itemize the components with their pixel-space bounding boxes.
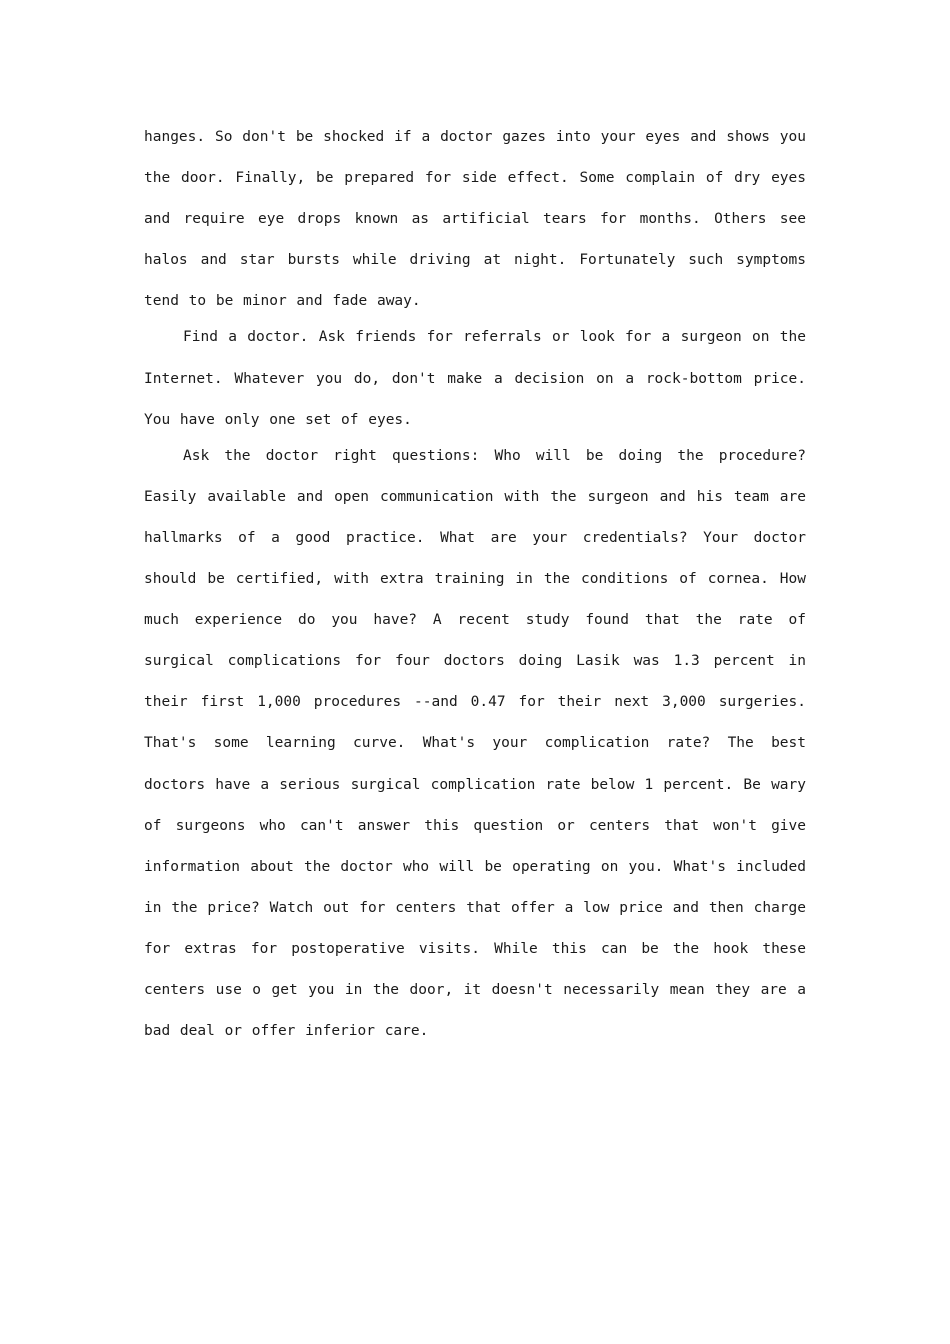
paragraph-side-effects: hanges. So don't be shocked if a doctor gazes into your eyes and shows you the door. Finally, be prepared for side effect. Some complain of dry eyes and require eye drops known as artificial tears for months. Others see halos and star bursts while driving at night. Fortunately such symptoms tend to be minor and fade away. [144, 129, 806, 310]
paragraph-ask-questions: Ask the doctor right questions: Who will be doing the procedure? Easily available and open communication with the surgeon and his team are hallmarks of a good practice. What are your credentials? Your doctor should be certified, with extra training in the conditions of cornea. How much experience do you have? A recent study found that the rate of surgical complications for four doctors doing Lasik was 1.3 percent in their first 1,000 procedures --and 0.47 for their next 3,000 surgeries. That's some learning curve. What's your complication rate? The best doctors have a serious surgical complication rate below 1 percent. Be wary of surgeons who can't answer this question or centers that won't give information about the doctor who will be operating on you. What's included in the price? Watch out for centers that offer a low price and then charge for extras for postoperative visits. While this can be the hook these centers use o get you in the door, it doesn't necessarily mean they are a bad deal or offer inferior care. [144, 447, 806, 1040]
paragraph-find-doctor: Find a doctor. Ask friends for referrals or look for a surgeon on the Internet. Whatever you do, don't make a decision on a rock-bottom price. You have only one set of eyes. [144, 329, 806, 428]
document-body [144, 117, 806, 1052]
